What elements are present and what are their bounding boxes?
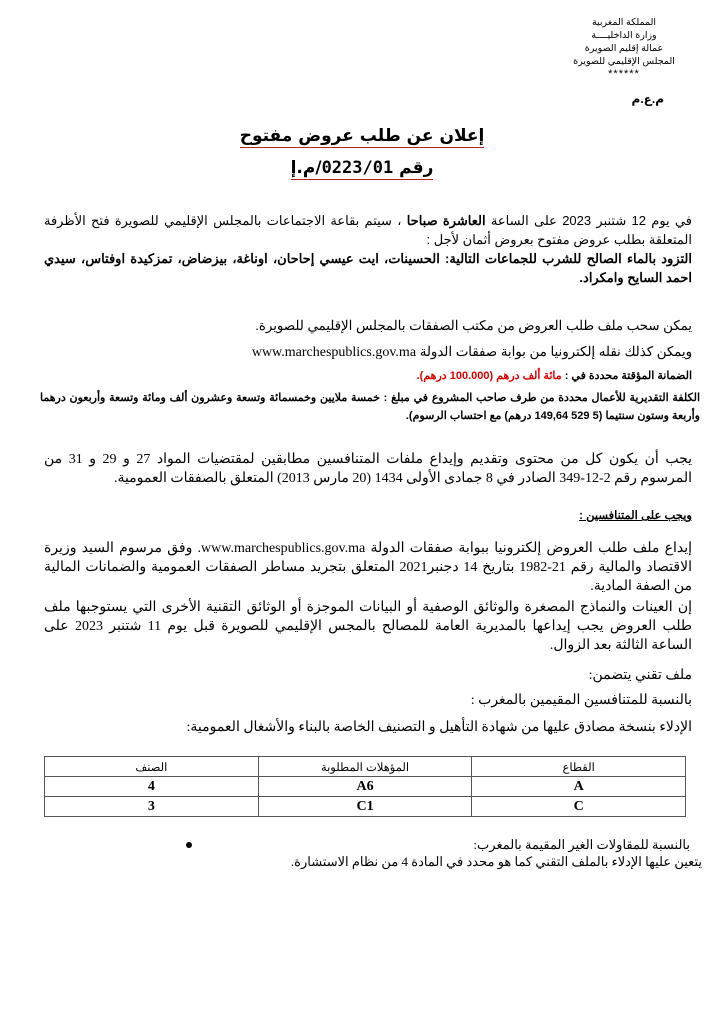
- issuer-line-province: عمالة إقليم الصويرة: [584, 43, 664, 54]
- compliance-paragraph: يجب أن يكون كل من محتوى وتقديم وإيداع ملفات المتنافسين مطابقين لمقتضيات المواد 27 و 29 و 31 من المرسوم رقم 2-12-349 الصادر في 8 جمادى الأولى 1434 (20 مارس 2013) المتعلق بالصفقات العمومية.: [44, 452, 693, 486]
- non-resident-bullet-text: بالنسبة للمقاولات الغير المقيمة بالمغرب:: [473, 837, 690, 852]
- notice-number-text: [291, 158, 434, 180]
- notice-title: [0, 126, 724, 146]
- qualification-table: [44, 756, 686, 817]
- issuer-line-kingdom: المملكة المغربية: [591, 17, 657, 28]
- cell-sector: C: [472, 797, 686, 817]
- intro-paragraph: [44, 211, 692, 287]
- cell-class: 4: [45, 777, 259, 797]
- table-row: [45, 797, 686, 817]
- provisional-guarantee: [44, 367, 692, 385]
- opening-time: العاشرة صباحا: [406, 213, 486, 228]
- header-stars: ******: [608, 68, 640, 80]
- qualification-certificate-text: الإدلاء بنسخة مصادق عليها من شهادة التأهيل و التصنيف الخاصة بالبناء والأشغال العمومية:: [186, 720, 692, 735]
- non-resident-requirement: يتعين عليها الإدلاء بالملف التقني كما هو محدد في المادة 4 من نظام الاستشارة.: [290, 854, 702, 869]
- header-sector: القطاع: [472, 757, 686, 777]
- non-resident-section: [200, 836, 702, 870]
- guarantee-label: الضمانة المؤقتة محددة في :: [561, 370, 692, 382]
- notice-number: [0, 158, 724, 178]
- estimated-cost: الكلفة التقديرية للأعمال محددة من طرف صاحب المشروع في مبلغ : خمسة ملايين وخمسمائة وتسعة وعشرون ألف ومائة وتسعة وأربعون درهما وأربعة وستون سنتيما (5 529 149,64 درهم) مع احتساب الرسوم).: [40, 392, 700, 422]
- issuer-line-council: المجلس الإقليمي للصويرة: [573, 56, 675, 67]
- notice-number-prefix: رقم: [393, 158, 434, 178]
- notice-number-suffix: /م.إ: [290, 158, 322, 178]
- table-header-row: [45, 757, 686, 777]
- issuer-line-ministry: وزارة الداخليــــة: [591, 30, 657, 41]
- table-row: [45, 777, 686, 797]
- withdrawal-office: يمكن سحب ملف طلب العروض من مكتب الصفقات بالمجلس الإقليمي للصويرة.: [255, 318, 692, 333]
- electronic-submission-paragraph: إيداع ملف طلب العروض إلكترونيا ببوابة صفقات الدولة www.marchespublics.gov.ma. وفق مرسوم السيد وزيرة الاقتصاد والمالية رقم 21-1982 بتاريخ 14 دجنبر2021 المتعلق بتجريد مساطر الصفقات العمومية والضمانات المالية من الصفة المادية.: [44, 541, 692, 594]
- cell-class: 3: [45, 797, 259, 817]
- intro-text-1: في يوم 12 شتنبر 2023 على الساعة: [485, 213, 692, 228]
- bullet-icon: [186, 842, 192, 848]
- notice-number-value: 0223/01: [321, 158, 394, 178]
- cell-qualification: A6: [258, 777, 472, 797]
- technical-file-label: ملف تقني يتضمن:: [588, 668, 692, 683]
- header-class: الصنف: [45, 757, 259, 777]
- guarantee-value: مائة ألف درهم (100.000 درهم).: [416, 370, 562, 382]
- intro-text-2: ، سيتم بقاعة الاجتماعات بالمجلس الإقليمي للصويرة فتح الأظرفة المتعلقة بطلب عروض مفتوح بعروض أثمان لأجل :: [44, 213, 692, 247]
- notice-title-text: إعلان عن طلب عروض مفتوح: [239, 126, 485, 146]
- non-resident-bullet: [200, 836, 690, 853]
- tender-object: التزود بالماء الصالح للشرب للجماعات التالية: الحسينات، ايت عيسي إحاحان، اوناغة، بيزضاض، تمزكيدة اوفتاس، سيدي احمد السايح وامكراد.: [44, 251, 692, 285]
- reference-code: م.ع.م: [631, 92, 664, 106]
- withdrawal-online: [44, 342, 692, 362]
- marches-publics-link[interactable]: www.marchespublics.gov.ma: [251, 345, 417, 360]
- withdrawal-online-text: ويمكن كذلك نقله إلكترونيا من بوابة صفقات الدولة: [416, 344, 692, 359]
- cell-qualification: C1: [258, 797, 472, 817]
- issuer-header: [564, 16, 684, 80]
- samples-paragraph: إن العينات والنماذج المصغرة والوثائق الوصفية أو البيانات الموجزة أو الوثائق التقنية الأخرى التي يستوجبها ملف طلب العروض يجب إيداعها بالمديرية العامة للمصالح بالمجس الإقليمي للصويرة قبل يوم 11 شتنبر 2023 على الساعة الثالثة بعد الزوال.: [44, 600, 692, 653]
- header-qualifications: المؤهلات المطلوبة: [258, 757, 472, 777]
- cell-sector: A: [472, 777, 686, 797]
- resident-competitors-label: بالنسبة للمتنافسين المقيمين بالمغرب :: [470, 693, 692, 708]
- obligations-heading: ويجب على المتنافسين :: [579, 510, 692, 522]
